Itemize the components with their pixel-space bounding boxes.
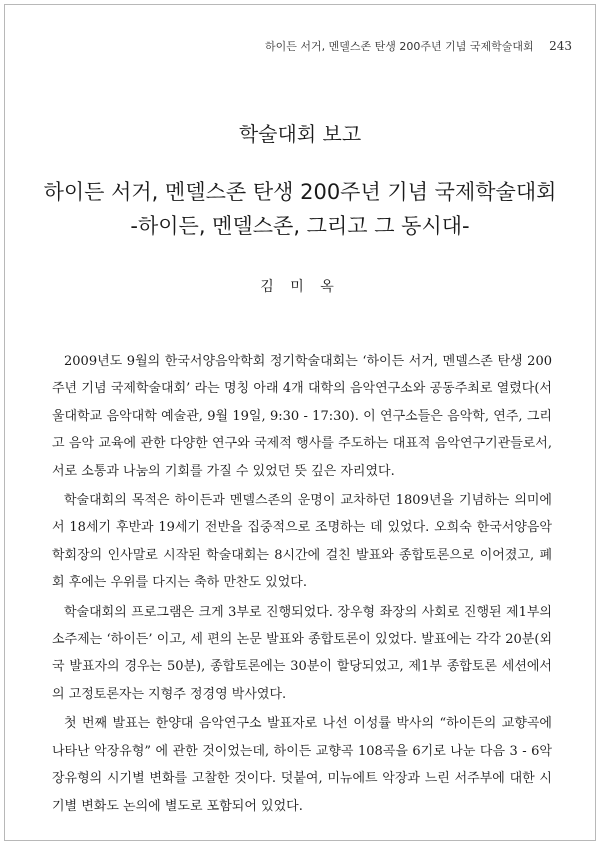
report-type-heading: 학술대회 보고 <box>238 122 362 146</box>
body-paragraph: 2009년도 9월의 한국서양음악학회 정기학술대회는 ‘하이든 서거, 멘델스존 탄생 200주년 기념 국제학술대회’ 라는 명칭 아래 4개 대학의 음악연구소와 공동주최로 열렸다(서울대학교 음악대학 예술관, 9월 19일, 9:30 - 17:30). 이 연구소들은 음악학, 연주, 그리고 음악 교육에 관한 다양한 연구와 국제적 행사를 주도하는 대표적 음악연구기관들로서, 서로 소통과 나눔의 기회를 가질 수 있었던 뜻 깊은 자리였다. <box>52 354 552 479</box>
body-paragraph: 학술대회의 프로그램은 크게 3부로 진행되었다. 장우형 좌장의 사회로 진행된 제1부의 소주제는 ‘하이든’ 이고, 세 편의 논문 발표와 종합토론이 있었다. 발표에는 각각 20분(외국 발표자의 경우는 50분), 종합토론에는 30분이 할당되었고, 제1부 종합토론 세션에서의 고정토론자는 지형주 정경영 박사였다. <box>52 604 552 702</box>
author-name: 김 미 옥 <box>260 279 340 295</box>
running-title: 하이든 서거, 멘델스존 탄생 200주년 기념 국제학술대회 <box>264 40 534 53</box>
body-text <box>52 348 552 822</box>
article-subtitle: -하이든, 멘델스존, 그리고 그 동시대- <box>130 214 470 238</box>
body-paragraph: 첫 번째 발표는 한양대 음악연구소 발표자로 나선 이성률 박사의 “하이든의 교향곡에 나타난 악장유형” 에 관한 것이었는데, 하이든 교향곡 108곡을 6기로 나눈 다음 3 - 6악장유형의 시기별 변화를 고찰한 것이다. 덧붙여, 미뉴에트 악장과 느린 서주부에 대한 시기별 변화도 논의에 별도로 포함되어 있었다. <box>52 716 552 814</box>
article-title: 하이든 서거, 멘델스존 탄생 200주년 기념 국제학술대회 <box>43 180 557 204</box>
body-paragraph: 학술대회의 목적은 하이든과 멘델스존의 운명이 교차하던 1809년을 기념하는 의미에서 18세기 후반과 19세기 전반을 집중적으로 조명하는 데 있었다. 오희숙 한국서양음악학회장의 인사말로 시작된 학술대회는 8시간에 걸친 발표와 종합토론으로 이어졌고, 폐회 후에는 우위를 다지는 축하 만찬도 있었다. <box>52 493 552 591</box>
page-number: 243 <box>549 39 572 53</box>
running-header <box>265 38 572 54</box>
